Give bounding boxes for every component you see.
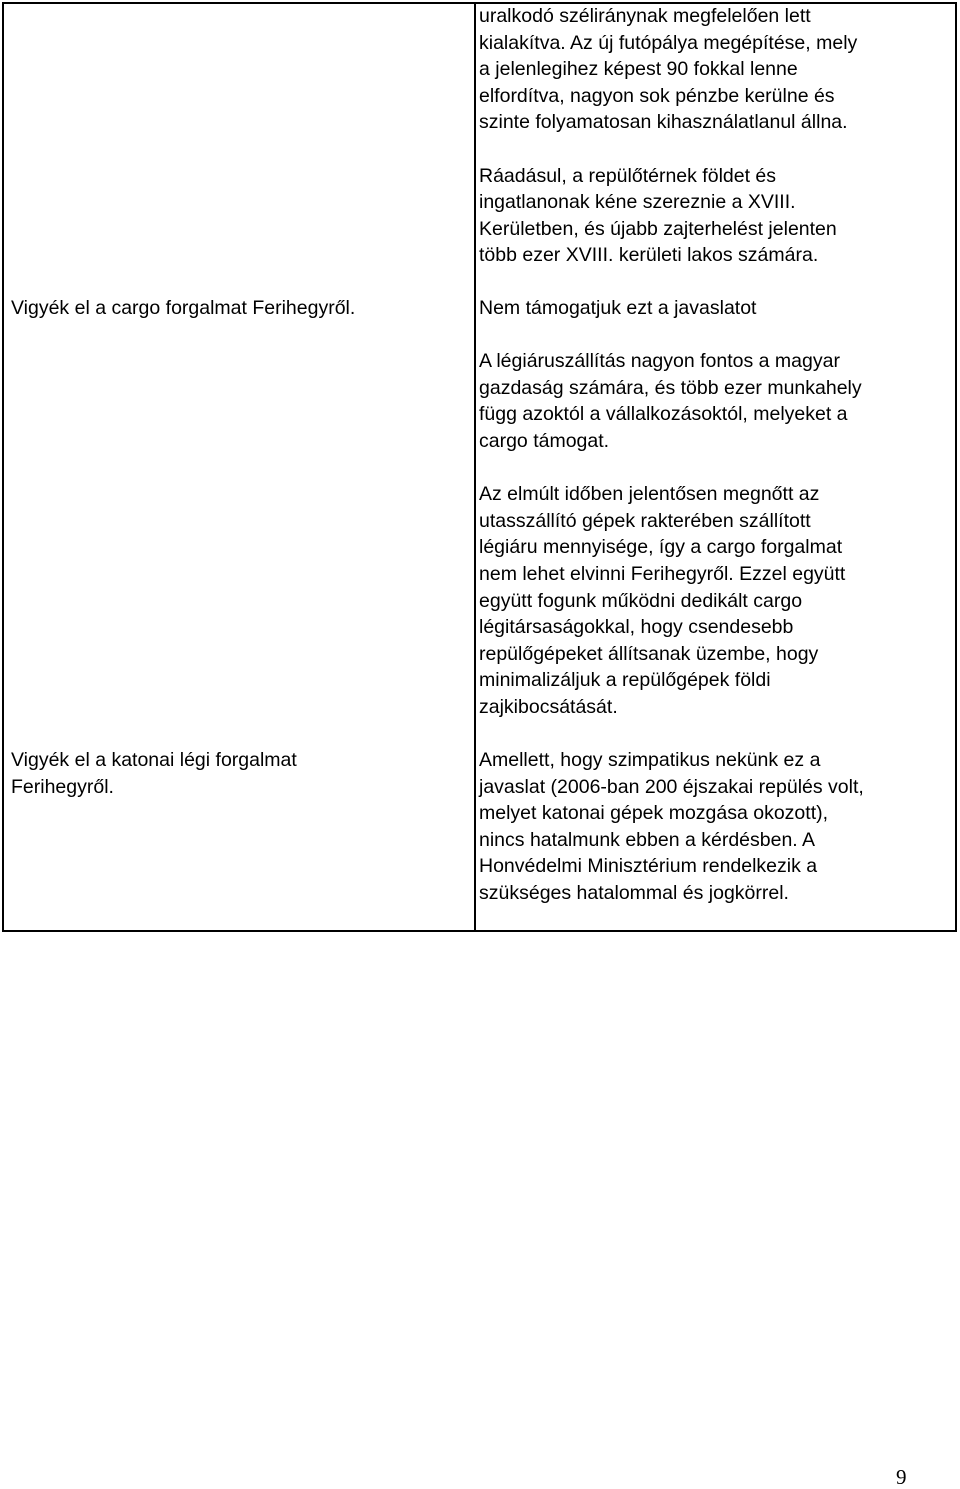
text-line: elfordítva, nagyon sok pénzbe kerülne és [479, 84, 835, 107]
column-divider [474, 4, 476, 930]
text-line: szinte folyamatosan kihasználatlanul állna. [479, 111, 848, 134]
text-line: Kerületben, és újabb zajterhelést jelenten [479, 217, 837, 240]
response-paragraph [479, 348, 862, 454]
row-2-response [479, 295, 862, 721]
text-line: utasszállító gépek rakterében szállított [479, 509, 811, 532]
text-line: repülőgépeket állítsanak üzembe, hogy [479, 642, 819, 665]
row-2-proposal [11, 295, 355, 322]
text-line: Amellett, hogy szimpatikus nekünk ez a [479, 749, 821, 771]
text-line: függ azoktól a vállalkozásoktól, melyeket a [479, 403, 848, 426]
text-line: a jelenlegihez képest 90 fokkal lenne [479, 58, 798, 81]
text-line: Honvédelmi Minisztérium rendelkezik a [479, 855, 818, 878]
text-line: javaslat (2006-ban 200 éjszakai repülés volt, [479, 775, 864, 798]
text-line: Nem támogatjuk ezt a javaslatot [479, 297, 757, 319]
response-paragraph [479, 481, 862, 720]
text-line: légiáru mennyisége, így a cargo forgalmat [479, 536, 843, 559]
text-line: Vigyék el a katonai légi forgalmat [11, 749, 297, 771]
row-3-response [479, 747, 864, 907]
text-line: zajkibocsátását. [479, 695, 618, 718]
text-line: szükséges hatalommal és jogkörrel. [479, 881, 789, 904]
response-paragraph [479, 747, 864, 907]
text-line: nincs hatalmunk ebben a kérdésben. A [479, 828, 816, 851]
text-line: kialakítva. Az új futópálya megépítése, mely [479, 31, 858, 54]
response-paragraph [479, 163, 857, 269]
text-line: Ferihegyről. [11, 775, 114, 798]
text-line: légitársaságokkal, hogy csendesebb [479, 616, 794, 639]
text-line: Vigyék el a cargo forgalmat Ferihegyről. [11, 297, 356, 319]
text-line: nem lehet elvinni Ferihegyről. Ezzel együtt [479, 562, 846, 585]
response-paragraph [479, 295, 862, 322]
row-1-response [479, 3, 857, 269]
text-line: együtt fogunk működni dedikált cargo [479, 589, 803, 612]
row-3-proposal [11, 747, 297, 800]
text-line: uralkodó széliránynak megfelelően lett [479, 5, 811, 27]
text-line: A légiáruszállítás nagyon fontos a magyar [479, 350, 840, 373]
text-line: cargo támogat. [479, 429, 610, 452]
text-line: több ezer XVIII. kerületi lakos számára. [479, 244, 819, 267]
text-line: ingatlanonak kéne szereznie a XVIII. [479, 191, 796, 214]
text-line: minimalizáljuk a repülőgépek földi [479, 669, 771, 692]
page-number: 9 [896, 1465, 907, 1489]
text-line: Az elmúlt időben jelentősen megnőtt az [479, 483, 820, 506]
text-line: melyet katonai gépek mozgása okozott), [479, 802, 829, 825]
text-line: gazdaság számára, és több ezer munkahely [479, 376, 862, 399]
response-paragraph [479, 3, 857, 136]
text-line: Ráadásul, a repülőtérnek földet és [479, 164, 777, 187]
